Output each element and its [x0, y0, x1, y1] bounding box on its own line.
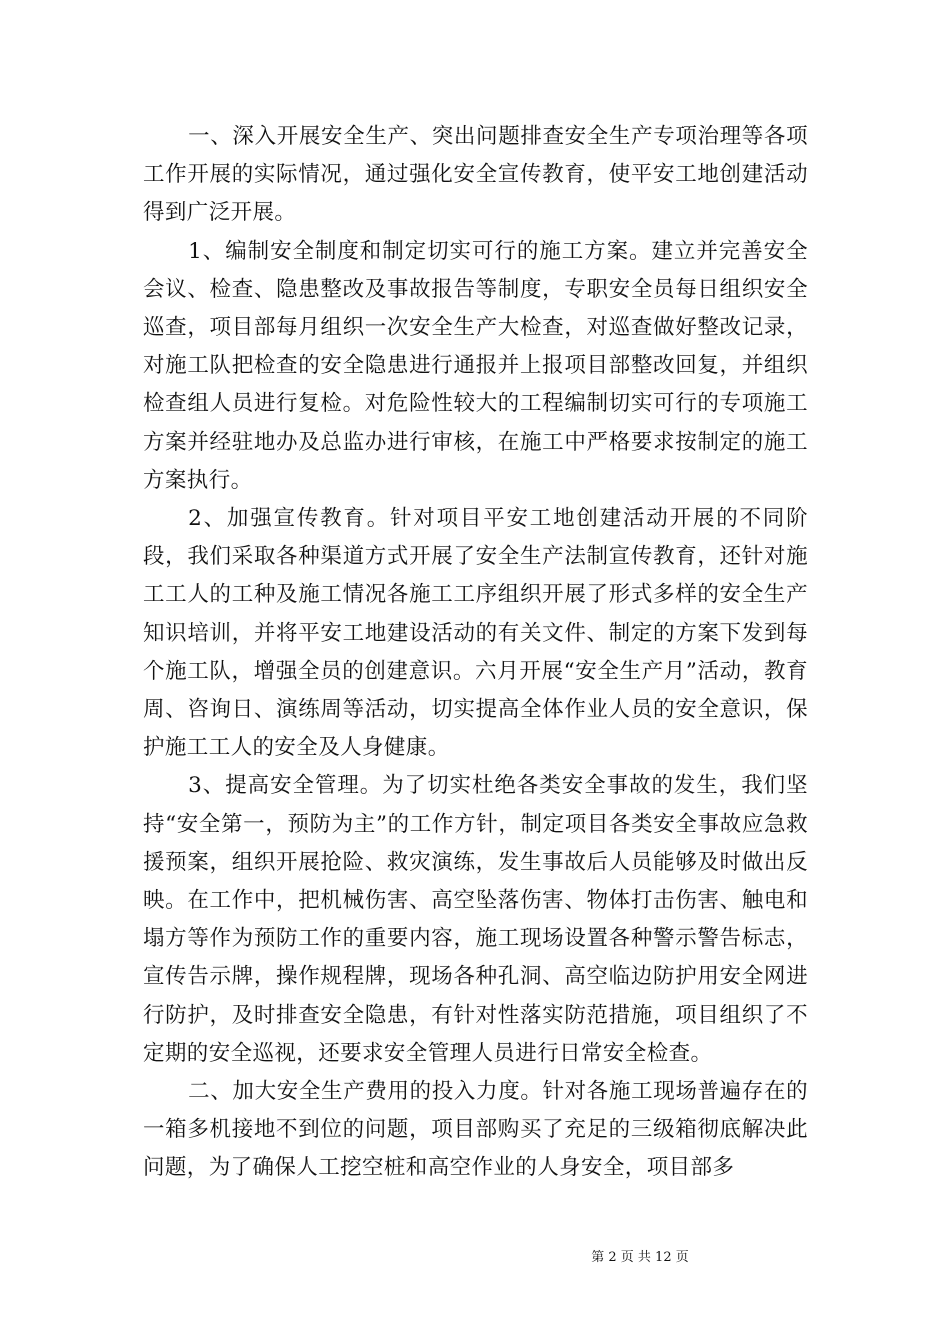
paragraph-1: 一、深入开展安全生产、突出问题排查安全生产专项治理等各项工作开展的实际情况，通过强化安全宣传教育，使平安工地创建活动得到广泛开展。 — [143, 124, 808, 226]
page-number-footer: 第 2 页 共 12 页 — [591, 1250, 689, 1265]
paragraph-2: 1、编制安全制度和制定切实可行的施工方案。建立并完善安全会议、检查、隐患整改及事故报告等制度，专职安全员每日组织安全巡查，项目部每月组织一次安全生产大检查，对巡查做好整改记录，对施工队把检查的安全隐患进行通报并上报项目部整改回复，并组织检查组人员进行复检。对危险性较大的工程编制切实可行的专项施工方案并经驻地办及总监办进行审核，在施工中严格要求按制定的施工方案执行。 — [143, 238, 808, 493]
paragraph-4: 3、提高安全管理。为了切实杜绝各类安全事故的发生，我们坚持“安全第一，预防为主”的工作方针，制定项目各类安全事故应急救援预案，组织开展抢险、救灾演练，发生事故后人员能够及时做出反映。在工作中，把机械伤害、高空坠落伤害、物体打击伤害、触电和塌方等作为预防工作的重要内容，施工现场设置各种警示警告标志，宣传告示牌，操作规程牌，现场各种孔洞、高空临边防护用安全网进行防护，及时排查安全隐患，有针对性落实防范措施，项目组织了不定期的安全巡视，还要求安全管理人员进行日常安全检查。 — [143, 773, 808, 1066]
paragraph-3: 2、加强宣传教育。针对项目平安工地创建活动开展的不同阶段，我们采取各种渠道方式开展了安全生产法制宣传教育，还针对施工工人的工种及施工情况各施工工序组织开展了形式多样的安全生产知识培训，并将平安工地建设活动的有关文件、制定的方案下发到每个施工队，增强全员的创建意识。六月开展“安全生产月”活动，教育周、咨询日、演练周等活动，切实提高全体作业人员的安全意识，保护施工工人的安全及人身健康。 — [143, 506, 808, 761]
document-body — [143, 118, 808, 1188]
paragraph-5: 二、加大安全生产费用的投入力度。针对各施工现场普遍存在的一箱多机接地不到位的问题，项目部购买了充足的三级箱彻底解决此问题，为了确保人工挖空桩和高空作业的人身安全，项目部多 — [143, 1079, 808, 1181]
